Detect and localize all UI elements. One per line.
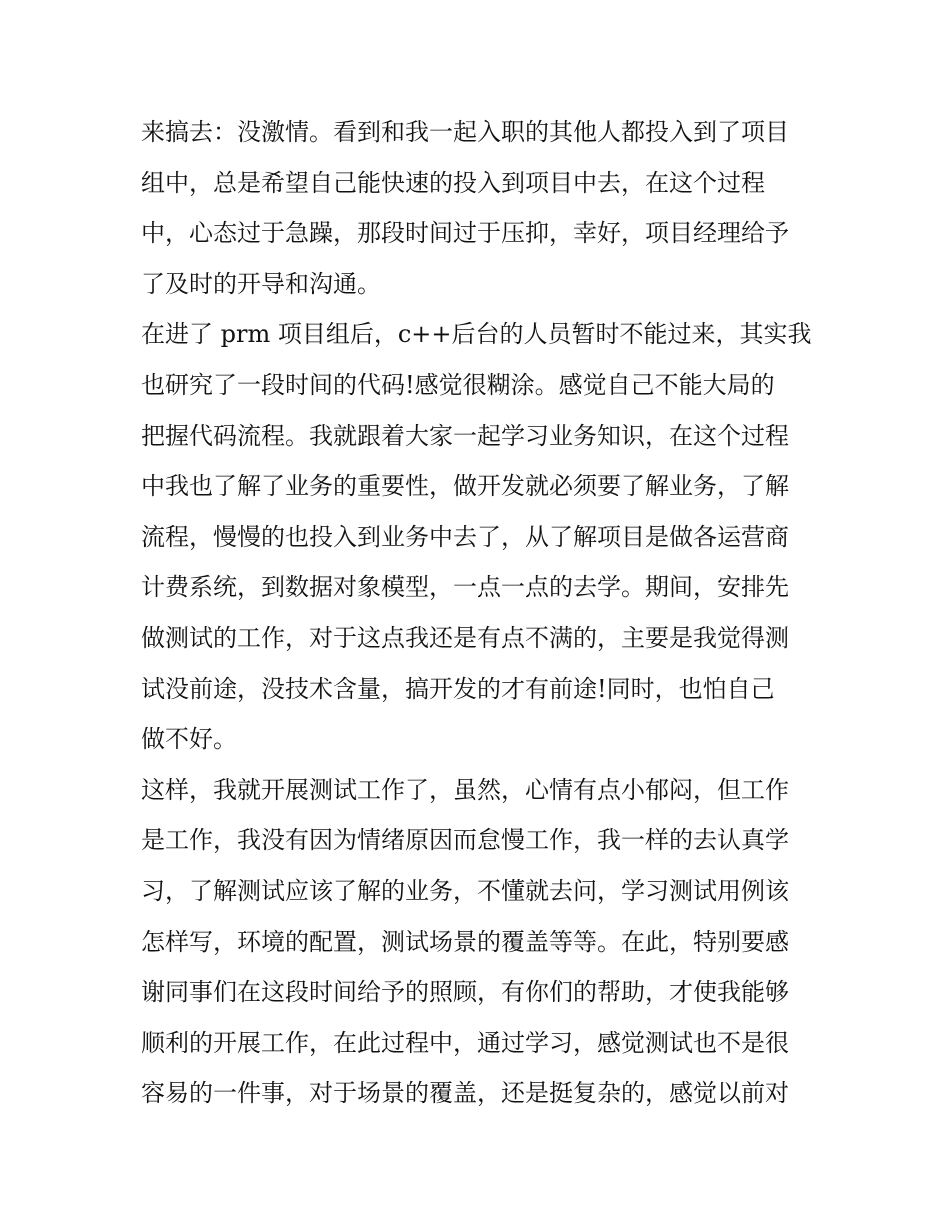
text-line: 容易的一件事，对于场景的覆盖，还是挺复杂的，感觉以前对 [141, 1079, 789, 1108]
text-line: 怎样写，环境的配置，测试场景的覆盖等等。在此，特别要感 [141, 927, 789, 956]
text-line: 谢同事们在这段时间给予的照顾，有你们的帮助，才使我能够 [141, 978, 789, 1007]
text-line: 了及时的开导和沟通。 [141, 269, 381, 298]
text-line: 习，了解测试应该了解的业务，不懂就去问，学习测试用例该 [141, 876, 789, 905]
text-line: 做测试的工作，对于这点我还是有点不满的，主要是我觉得测 [141, 623, 789, 652]
text-line: 做不好。 [141, 725, 237, 754]
text-line: 这样，我就开展测试工作了，虽然，心情有点小郁闷，但工作 [141, 775, 789, 804]
text-line: 流程，慢慢的也投入到业务中去了，从了解项目是做各运营商 [141, 522, 789, 551]
text-line: 顺利的开展工作，在此过程中，通过学习，感觉测试也不是很 [141, 1028, 789, 1057]
body-text [141, 107, 821, 1119]
text-line: 计费系统，到数据对象模型，一点一点的去学。期间，安排先 [141, 573, 789, 602]
text-line: 也研究了一段时间的代码!感觉很糊涂。感觉自己不能大局的 [141, 370, 775, 399]
text-line: 组中，总是希望自己能快速的投入到项目中去，在这个过程 [141, 168, 765, 197]
text-line: 在进了 prm 项目组后，c++后台的人员暂时不能过来，其实我 [141, 320, 812, 349]
text-line: 是工作，我没有因为情绪原因而怠慢工作，我一样的去认真学 [141, 826, 789, 855]
text-line: 中我也了解了业务的重要性，做开发就必须要了解业务，了解 [141, 472, 789, 501]
text-line: 来搞去：没激情。看到和我一起入职的其他人都投入到了项目 [141, 118, 789, 146]
text-line: 中，心态过于急躁，那段时间过于压抑，幸好，项目经理给予 [141, 219, 789, 248]
text-line: 把握代码流程。我就跟着大家一起学习业务知识，在这个过程 [141, 421, 789, 450]
text-line: 试没前途，没技术含量，搞开发的才有前途!同时，也怕自己 [141, 674, 775, 703]
